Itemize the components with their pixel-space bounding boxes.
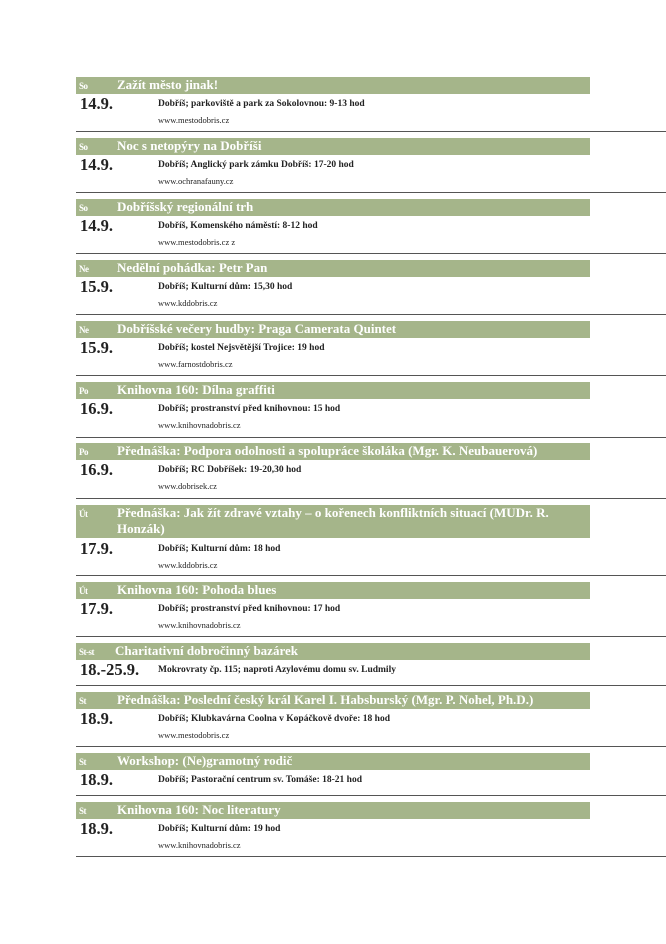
event-day: St [79, 806, 87, 816]
event-header-bar [76, 582, 590, 599]
divider [76, 856, 666, 857]
event-day: St [79, 696, 87, 706]
event-title: Knihovna 160: Noc literatury [117, 802, 281, 817]
event-title: Charitativní dobročinný bazárek [115, 643, 298, 658]
event-date: 14.9. [80, 155, 113, 174]
event-day: St [79, 757, 87, 767]
event-title: Nedělní pohádka: Petr Pan [117, 260, 268, 275]
event-place: Mokrovraty čp. 115; naproti Azylovému domu sv. Ludmily [158, 665, 396, 675]
event-place: Dobříš, Komenského náměstí: 8-12 hod [158, 221, 318, 231]
event-web-link[interactable]: www.knihovnadobris.cz [158, 420, 241, 430]
event-place: Dobříš; Anglický park zámku Dobříš: 17-20 hod [158, 160, 354, 170]
event-date: 14.9. [80, 216, 113, 235]
event-date: 18.-25.9. [80, 660, 140, 679]
event-day: Po [79, 447, 88, 457]
event-date: 18.9. [80, 770, 113, 789]
event-date: 15.9. [80, 277, 113, 296]
event-web-link[interactable]: www.knihovnadobris.cz [158, 620, 241, 630]
event-title: Přednáška: Jak žít zdravé vztahy – o kořenech konfliktních situací (MUDr. R. Honzák) [117, 505, 549, 536]
divider [76, 498, 666, 499]
event-title: Přednáška: Poslední český král Karel I. Habsburský (Mgr. P. Nohel, Ph.D.) [117, 692, 534, 707]
event-web-link[interactable]: www.farnostdobris.cz [158, 359, 233, 369]
divider [76, 575, 666, 576]
event-header-bar [76, 643, 590, 660]
event-header-bar [76, 199, 590, 216]
event-title: Noc s netopýry na Dobříši [117, 138, 262, 153]
event-web-link[interactable]: www.mestodobris.cz [158, 115, 230, 125]
event-header-bar [76, 443, 590, 460]
event-header-bar [76, 138, 590, 155]
event-header-bar [76, 505, 590, 538]
event-place: Dobříš; Klubkavárna Coolna v Kopáčkově dvoře: 18 hod [158, 714, 390, 724]
event-day: Ne [79, 264, 89, 274]
divider [76, 192, 666, 193]
event-place: Dobříš; Kulturní dům: 15,30 hod [158, 282, 293, 292]
event-title: Knihovna 160: Pohoda blues [117, 582, 277, 597]
divider [76, 746, 666, 747]
event-date: 18.9. [80, 819, 113, 838]
event-date: 16.9. [80, 460, 113, 479]
event-web-link[interactable]: www.dobrisek.cz [158, 481, 217, 491]
event-day: Út [79, 509, 88, 519]
event-header-bar [76, 77, 590, 94]
event-day: St-st [79, 647, 94, 657]
event-place: Dobříš; Kulturní dům: 19 hod [158, 824, 281, 834]
event-header-bar [76, 260, 590, 277]
event-title: Knihovna 160: Dílna graffiti [117, 382, 275, 397]
event-title: Dobříšský regionální trh [117, 199, 254, 214]
event-day: So [79, 203, 88, 213]
divider [76, 375, 666, 376]
event-web-link[interactable]: www.kddobris.cz [158, 560, 218, 570]
event-title: Přednáška: Podpora odolnosti a spolupráce školáka (Mgr. K. Neubauerová) [117, 443, 538, 458]
event-title: Dobříšské večery hudby: Praga Camerata Quintet [117, 321, 397, 336]
event-place: Dobříš; RC Dobříšek: 19-20,30 hod [158, 465, 302, 475]
event-day: So [79, 81, 88, 91]
divider [76, 437, 666, 438]
event-date: 16.9. [80, 399, 113, 418]
event-web-link[interactable]: www.mestodobris.cz z [158, 237, 236, 247]
event-day: Út [79, 586, 88, 596]
event-web-link[interactable]: www.knihovnadobris.cz [158, 840, 241, 850]
event-place: Dobříš; prostranství před knihovnou: 15 hod [158, 404, 341, 414]
divider [76, 636, 666, 637]
event-day: Po [79, 386, 88, 396]
event-header-bar [76, 753, 590, 770]
event-header-bar [76, 321, 590, 338]
event-web-link[interactable]: www.ochranafauny.cz [158, 176, 234, 186]
divider [76, 795, 666, 796]
event-place: Dobříš; Pastorační centrum sv. Tomáše: 18-21 hod [158, 775, 362, 785]
event-web-link[interactable]: www.kddobris.cz [158, 298, 218, 308]
event-place: Dobříš; prostranství před knihovnou: 17 hod [158, 604, 341, 614]
event-header-bar [76, 802, 590, 819]
event-date: 18.9. [80, 709, 113, 728]
event-title: Workshop: (Ne)gramotný rodič [117, 753, 293, 768]
event-web-link[interactable]: www.mestodobris.cz [158, 730, 230, 740]
event-place: Dobříš; kostel Nejsvětější Trojice: 19 hod [158, 343, 325, 353]
event-title: Zažít město jinak! [117, 77, 219, 92]
event-day: So [79, 142, 88, 152]
event-date: 17.9. [80, 539, 113, 558]
event-date: 17.9. [80, 599, 113, 618]
event-header-bar [76, 692, 590, 709]
divider [76, 253, 666, 254]
divider [76, 314, 666, 315]
event-place: Dobříš; parkoviště a park za Sokolovnou: 9-13 hod [158, 99, 365, 109]
divider [76, 685, 666, 686]
event-header-bar [76, 382, 590, 399]
event-date: 14.9. [80, 94, 113, 113]
event-day: Ne [79, 325, 89, 335]
divider [76, 131, 666, 132]
event-place: Dobříš; Kulturní dům: 18 hod [158, 544, 281, 554]
event-date: 15.9. [80, 338, 113, 357]
